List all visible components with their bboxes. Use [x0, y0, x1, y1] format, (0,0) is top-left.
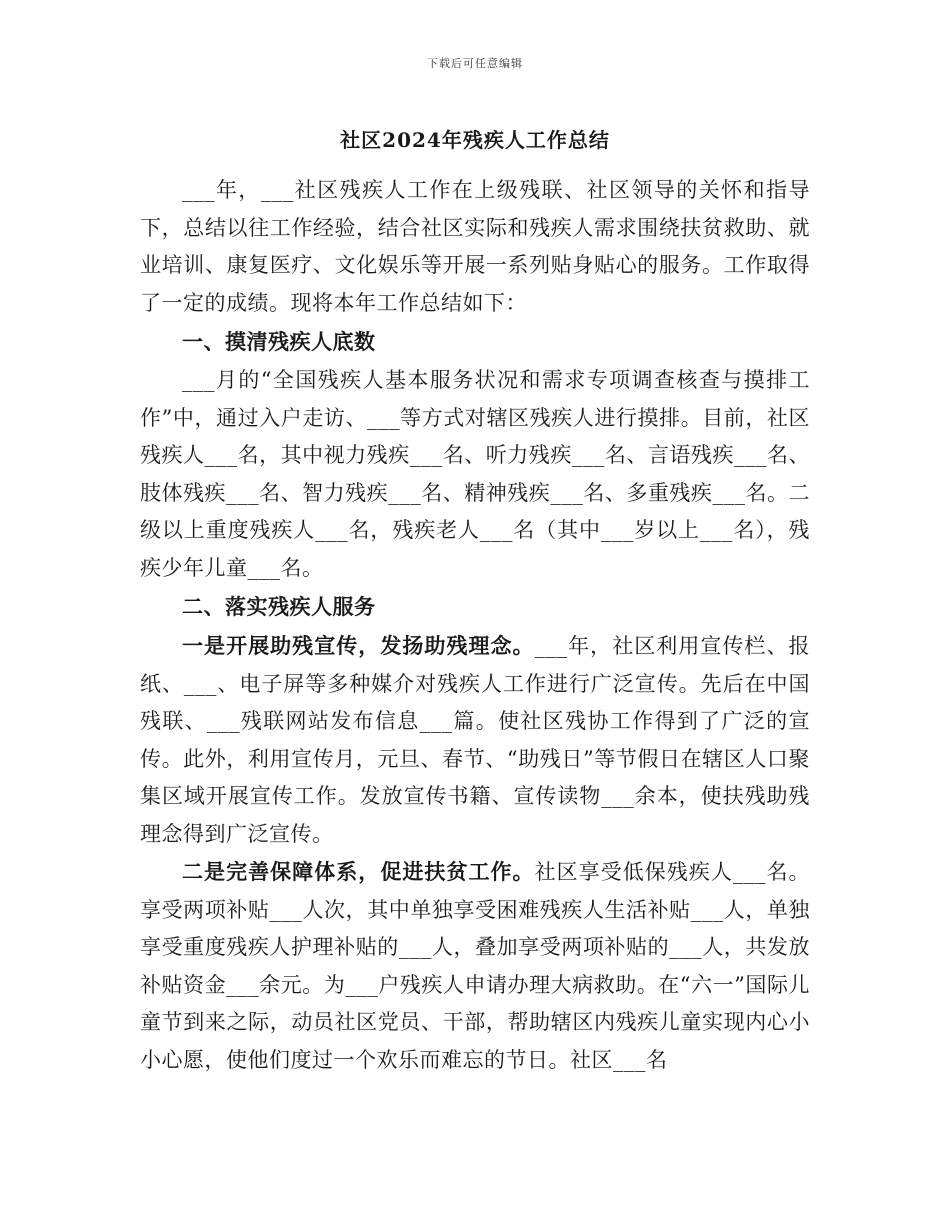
document-body: [140, 172, 810, 1079]
publicity-text: ___年，社区利用宣传栏、报纸、___、电子屏等多种媒介对残疾人工作进行广泛宣传。先后在中国残联、___残联网站发布信息___篇。使社区残协工作得到了广泛的宣传。此外，利用宣传月，元旦、春节、“助残日”等节假日在辖区人口聚集区域开展宣传工作。发放宣传书籍、宣传读物___余本，使扶残助残理念得到广泛宣传。: [140, 634, 811, 846]
intro-paragraph: ___年，___社区残疾人工作在上级残联、社区领导的关怀和指导下，总结以往工作经验，结合社区实际和残疾人需求围绕扶贫救助、就业培训、康复医疗、文化娱乐等开展一系列贴身贴心的服务。工作取得了一定的成绩。现将本年工作总结如下：: [140, 178, 810, 315]
header-note: 下载后可任意编辑: [427, 57, 523, 70]
section-1-paragraph: ___月的“全国残疾人基本服务状况和需求专项调查核查与摸排工作”中，通过入户走访、___等方式对辖区残疾人进行摸排。目前，社区残疾人___名，其中视力残疾___名、听力残疾___名、言语残疾___名、肢体残疾___名、智力残疾___名、精神残疾___名、多重残疾___名。二级以上重度残疾人___名，残疾老人___名（其中___岁以上___名），残疾少年儿童___名。: [140, 368, 810, 580]
publicity-paragraph: [140, 627, 810, 853]
security-text: 社区享受低保残疾人___名。享受两项补贴___人次，其中单独享受困难残疾人生活补贴___人，单独享受重度残疾人护理补贴的___人，叠加享受两项补贴的___人，共发放补贴资金___余元。为___户残疾人申请办理大病救助。在“六一”国际儿童节到来之际，动员社区党员、干部，帮助辖区内残疾儿童实现内心小小心愿，使他们度过一个欢乐而难忘的节日。社区___名: [140, 860, 811, 1072]
document-title: 社区2024年残疾人工作总结: [340, 128, 610, 152]
security-lead: 二是完善保障体系，促进扶贫工作。: [182, 859, 535, 884]
publicity-lead: 一是开展助残宣传，发扬助残理念。: [182, 633, 535, 658]
section-heading-1: 一、摸清残疾人底数: [182, 329, 376, 354]
security-paragraph: [140, 853, 810, 1079]
section-heading-2: 二、落实残疾人服务: [182, 594, 376, 619]
